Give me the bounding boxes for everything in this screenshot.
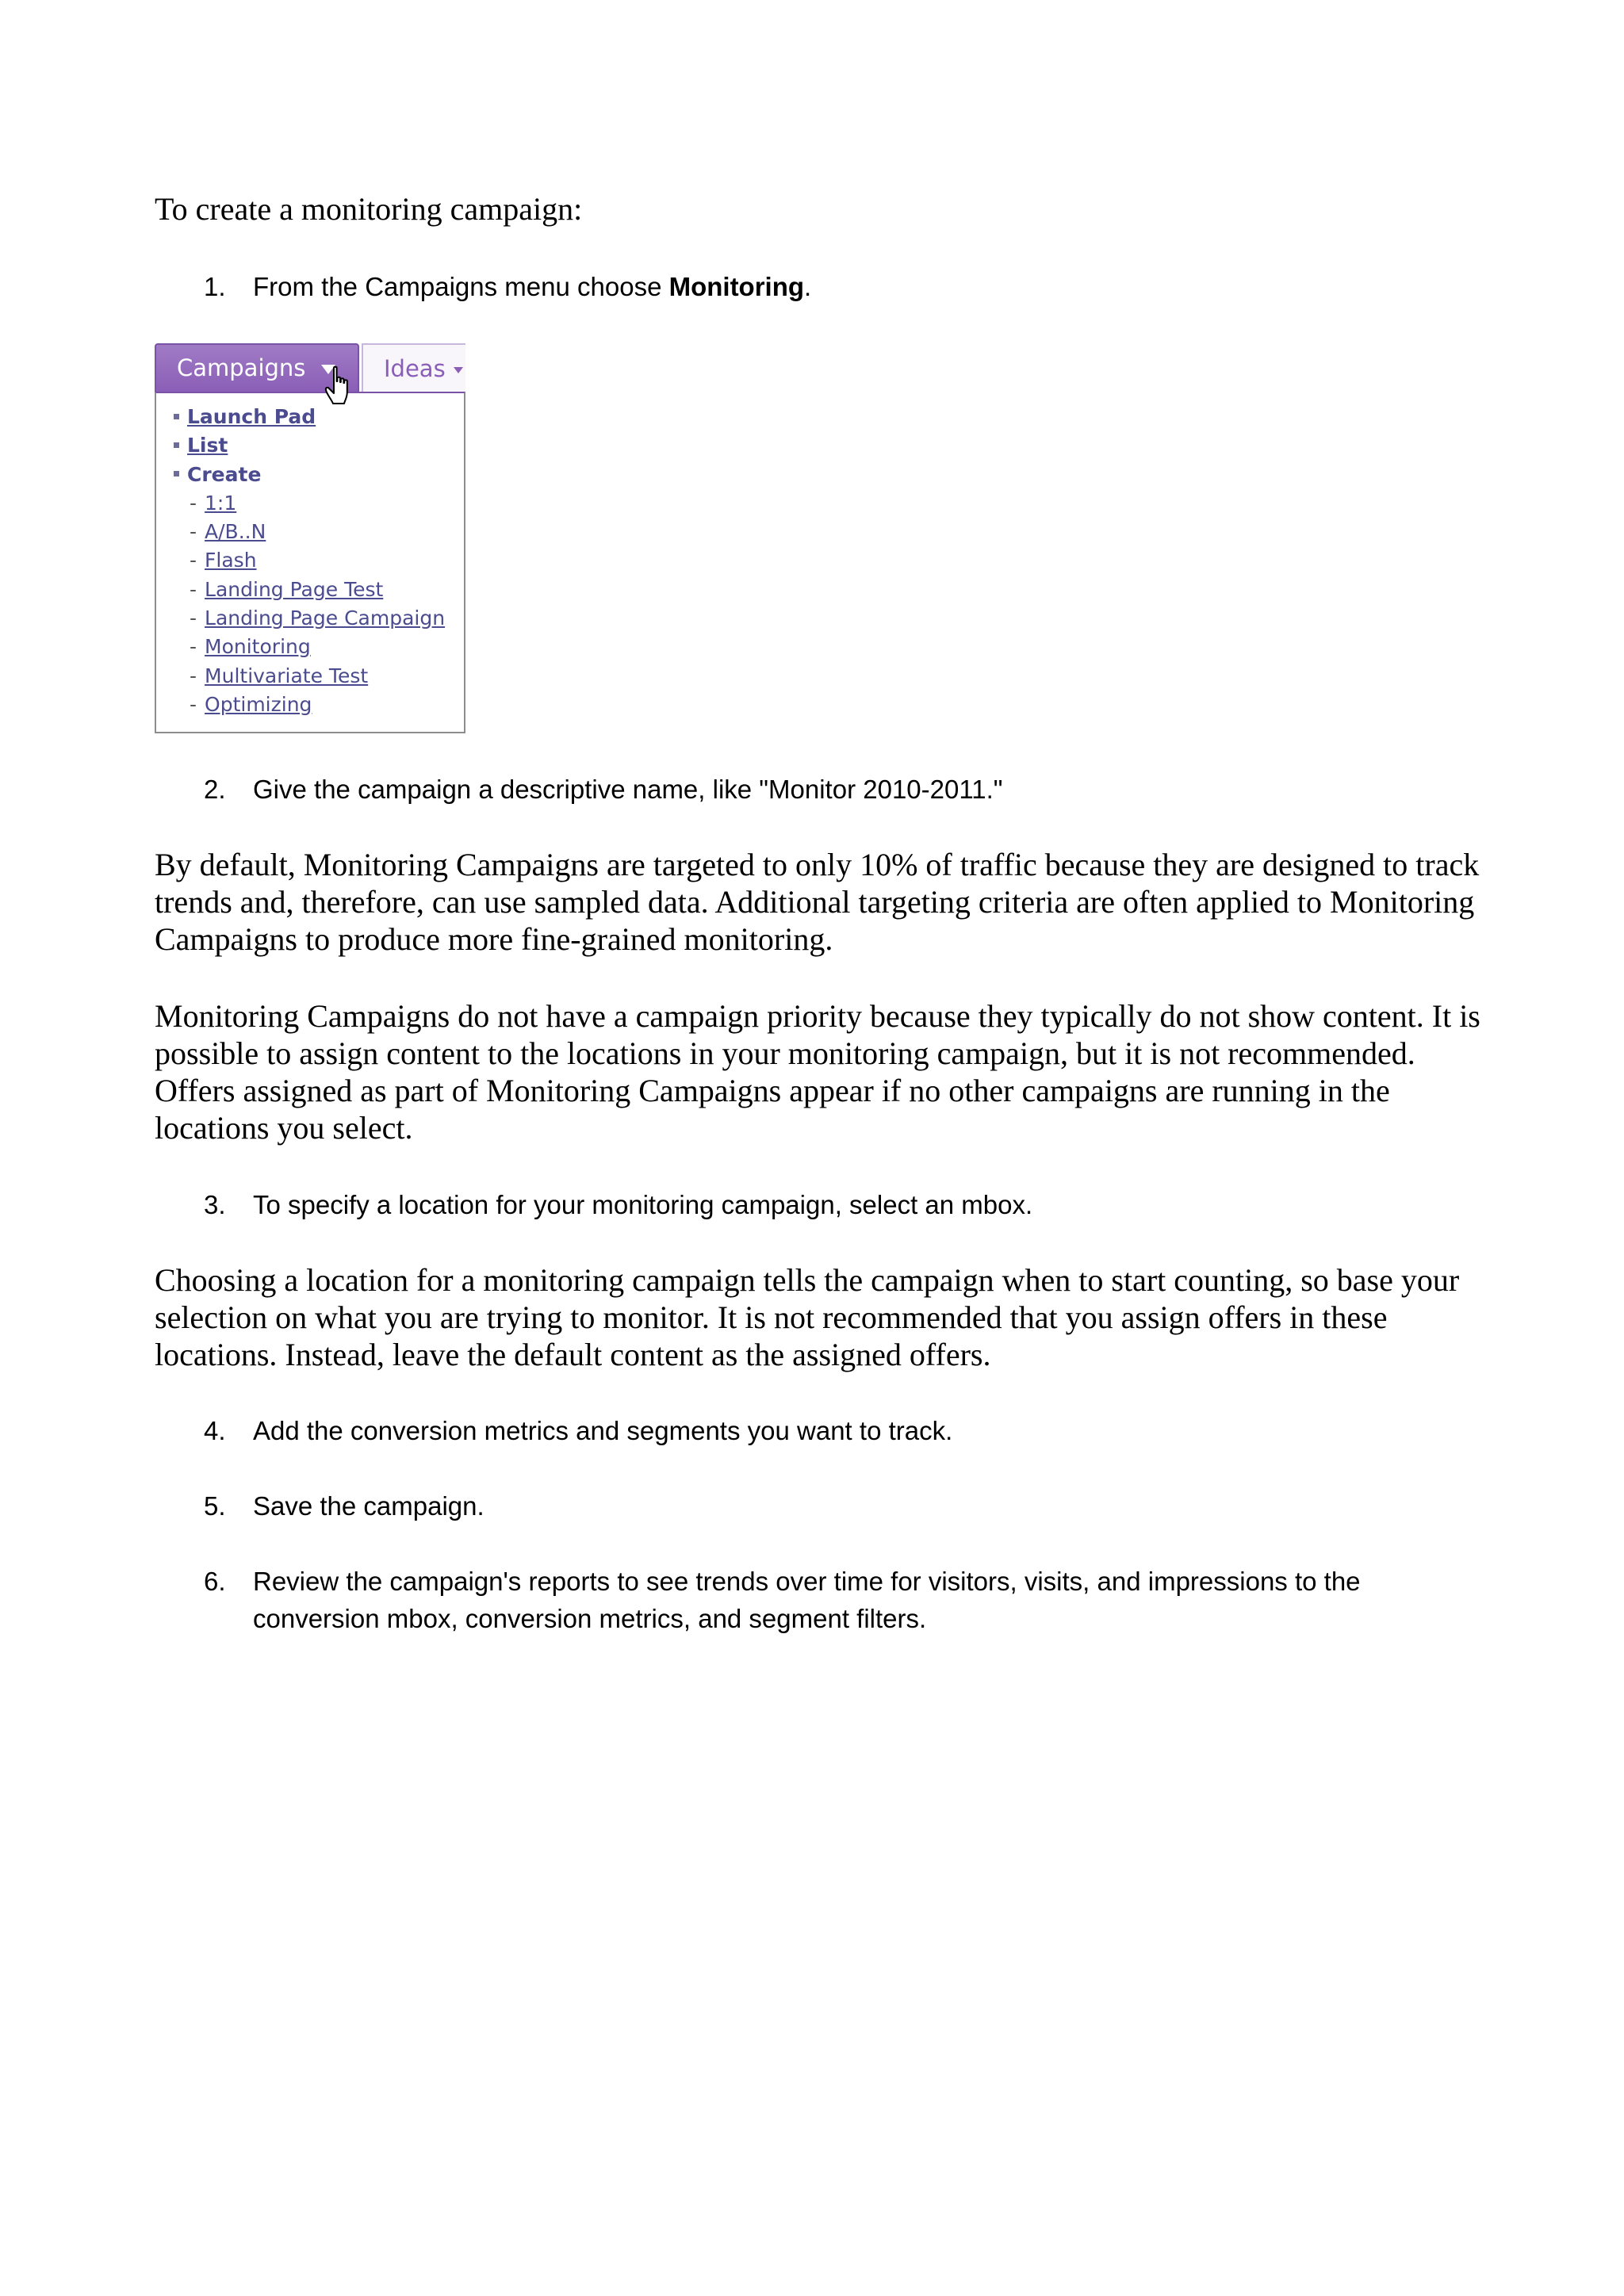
menu-item-create: Create (156, 461, 464, 489)
step-number: 5. (204, 1491, 226, 1521)
step-6 (204, 1563, 1441, 1637)
paragraph-default-targeting: By default, Monitoring Campaigns are targeted to only 10% of traffic because they are designed to track trends and, therefore, can use sampled data. Additional targeting criteria are often applied to Monitoring Campaigns to produce more fine-grained monitoring. (155, 847, 1480, 957)
step-number: 1. (204, 272, 226, 301)
ideas-tab[interactable] (362, 343, 465, 393)
step-text: Give the campaign a descriptive name, like "Monitor 2010-2011." (253, 775, 1003, 804)
campaigns-dropdown (155, 392, 465, 733)
paragraph-campaign-priority: Monitoring Campaigns do not have a campaign priority because they typically do not show content. It is possible to assign content to the locations in your monitoring campaign, but it is not recommended. Offers assigned as part of Monitoring Campaigns appear if no other campaigns are running in the locations you select. (155, 998, 1480, 1146)
step-bold-term: Monitoring (668, 272, 805, 301)
step-number: 4. (204, 1416, 226, 1445)
bullet-icon (174, 471, 179, 476)
step-5 (204, 1487, 1441, 1525)
menu-subitem-optimizing[interactable]: - Optimizing (190, 692, 312, 716)
step-1 (204, 268, 1441, 305)
intro-text: To create a monitoring campaign: (155, 191, 583, 227)
step-2 (204, 771, 1441, 808)
dropdown-caret-icon (454, 367, 463, 373)
menu-item-list[interactable]: List (156, 431, 464, 460)
bullet-icon (174, 414, 179, 419)
step-3 (204, 1186, 1441, 1223)
step-4 (204, 1412, 1441, 1449)
menu-subitem-monitoring[interactable]: - Monitoring (190, 635, 311, 659)
ideas-tab-label: Ideas (384, 355, 446, 382)
menu-subitem-flash[interactable]: - Flash (190, 549, 257, 572)
menu-subitem-multivariate-test[interactable]: - Multivariate Test (190, 664, 369, 687)
menu-subitem-1-1[interactable]: - 1:1 (190, 491, 237, 515)
paragraph-choosing-location: Choosing a location for a monitoring campaign tells the campaign when to start counting, so base your selection on what you are trying to monitor. It is not recommended that you assign offers in these locations. Instead, leave the default content as the assigned offers. (155, 1262, 1460, 1372)
menu-subitem-landing-page-test[interactable]: - Landing Page Test (190, 577, 384, 601)
step-text: Add the conversion metrics and segments you want to track. (253, 1416, 953, 1445)
menu-subitem-landing-page-campaign[interactable]: - Landing Page Campaign (190, 607, 446, 630)
campaigns-tab-label: Campaigns (177, 354, 306, 381)
step-text: Save the campaign. (253, 1491, 485, 1521)
menu-subitem-ab-n[interactable]: - A/B..N (190, 520, 266, 544)
campaigns-menu-screenshot (155, 343, 465, 733)
step-text: To specify a location for your monitoring campaign, select an mbox. (253, 1190, 1033, 1219)
menu-item-launch-pad[interactable]: Launch Pad (156, 403, 464, 431)
step-number: 2. (204, 775, 226, 804)
step-number: 6. (204, 1567, 226, 1596)
step-text: Review the campaign's reports to see trends over time for visitors, visits, and impressions to the conversion mbox, conversion metrics, and segment filters. (253, 1567, 1361, 1633)
step-number: 3. (204, 1190, 226, 1219)
step-text: From the Campaigns menu choose Monitoring. (253, 272, 812, 301)
bullet-icon (174, 442, 179, 448)
hand-cursor-icon (324, 365, 356, 407)
